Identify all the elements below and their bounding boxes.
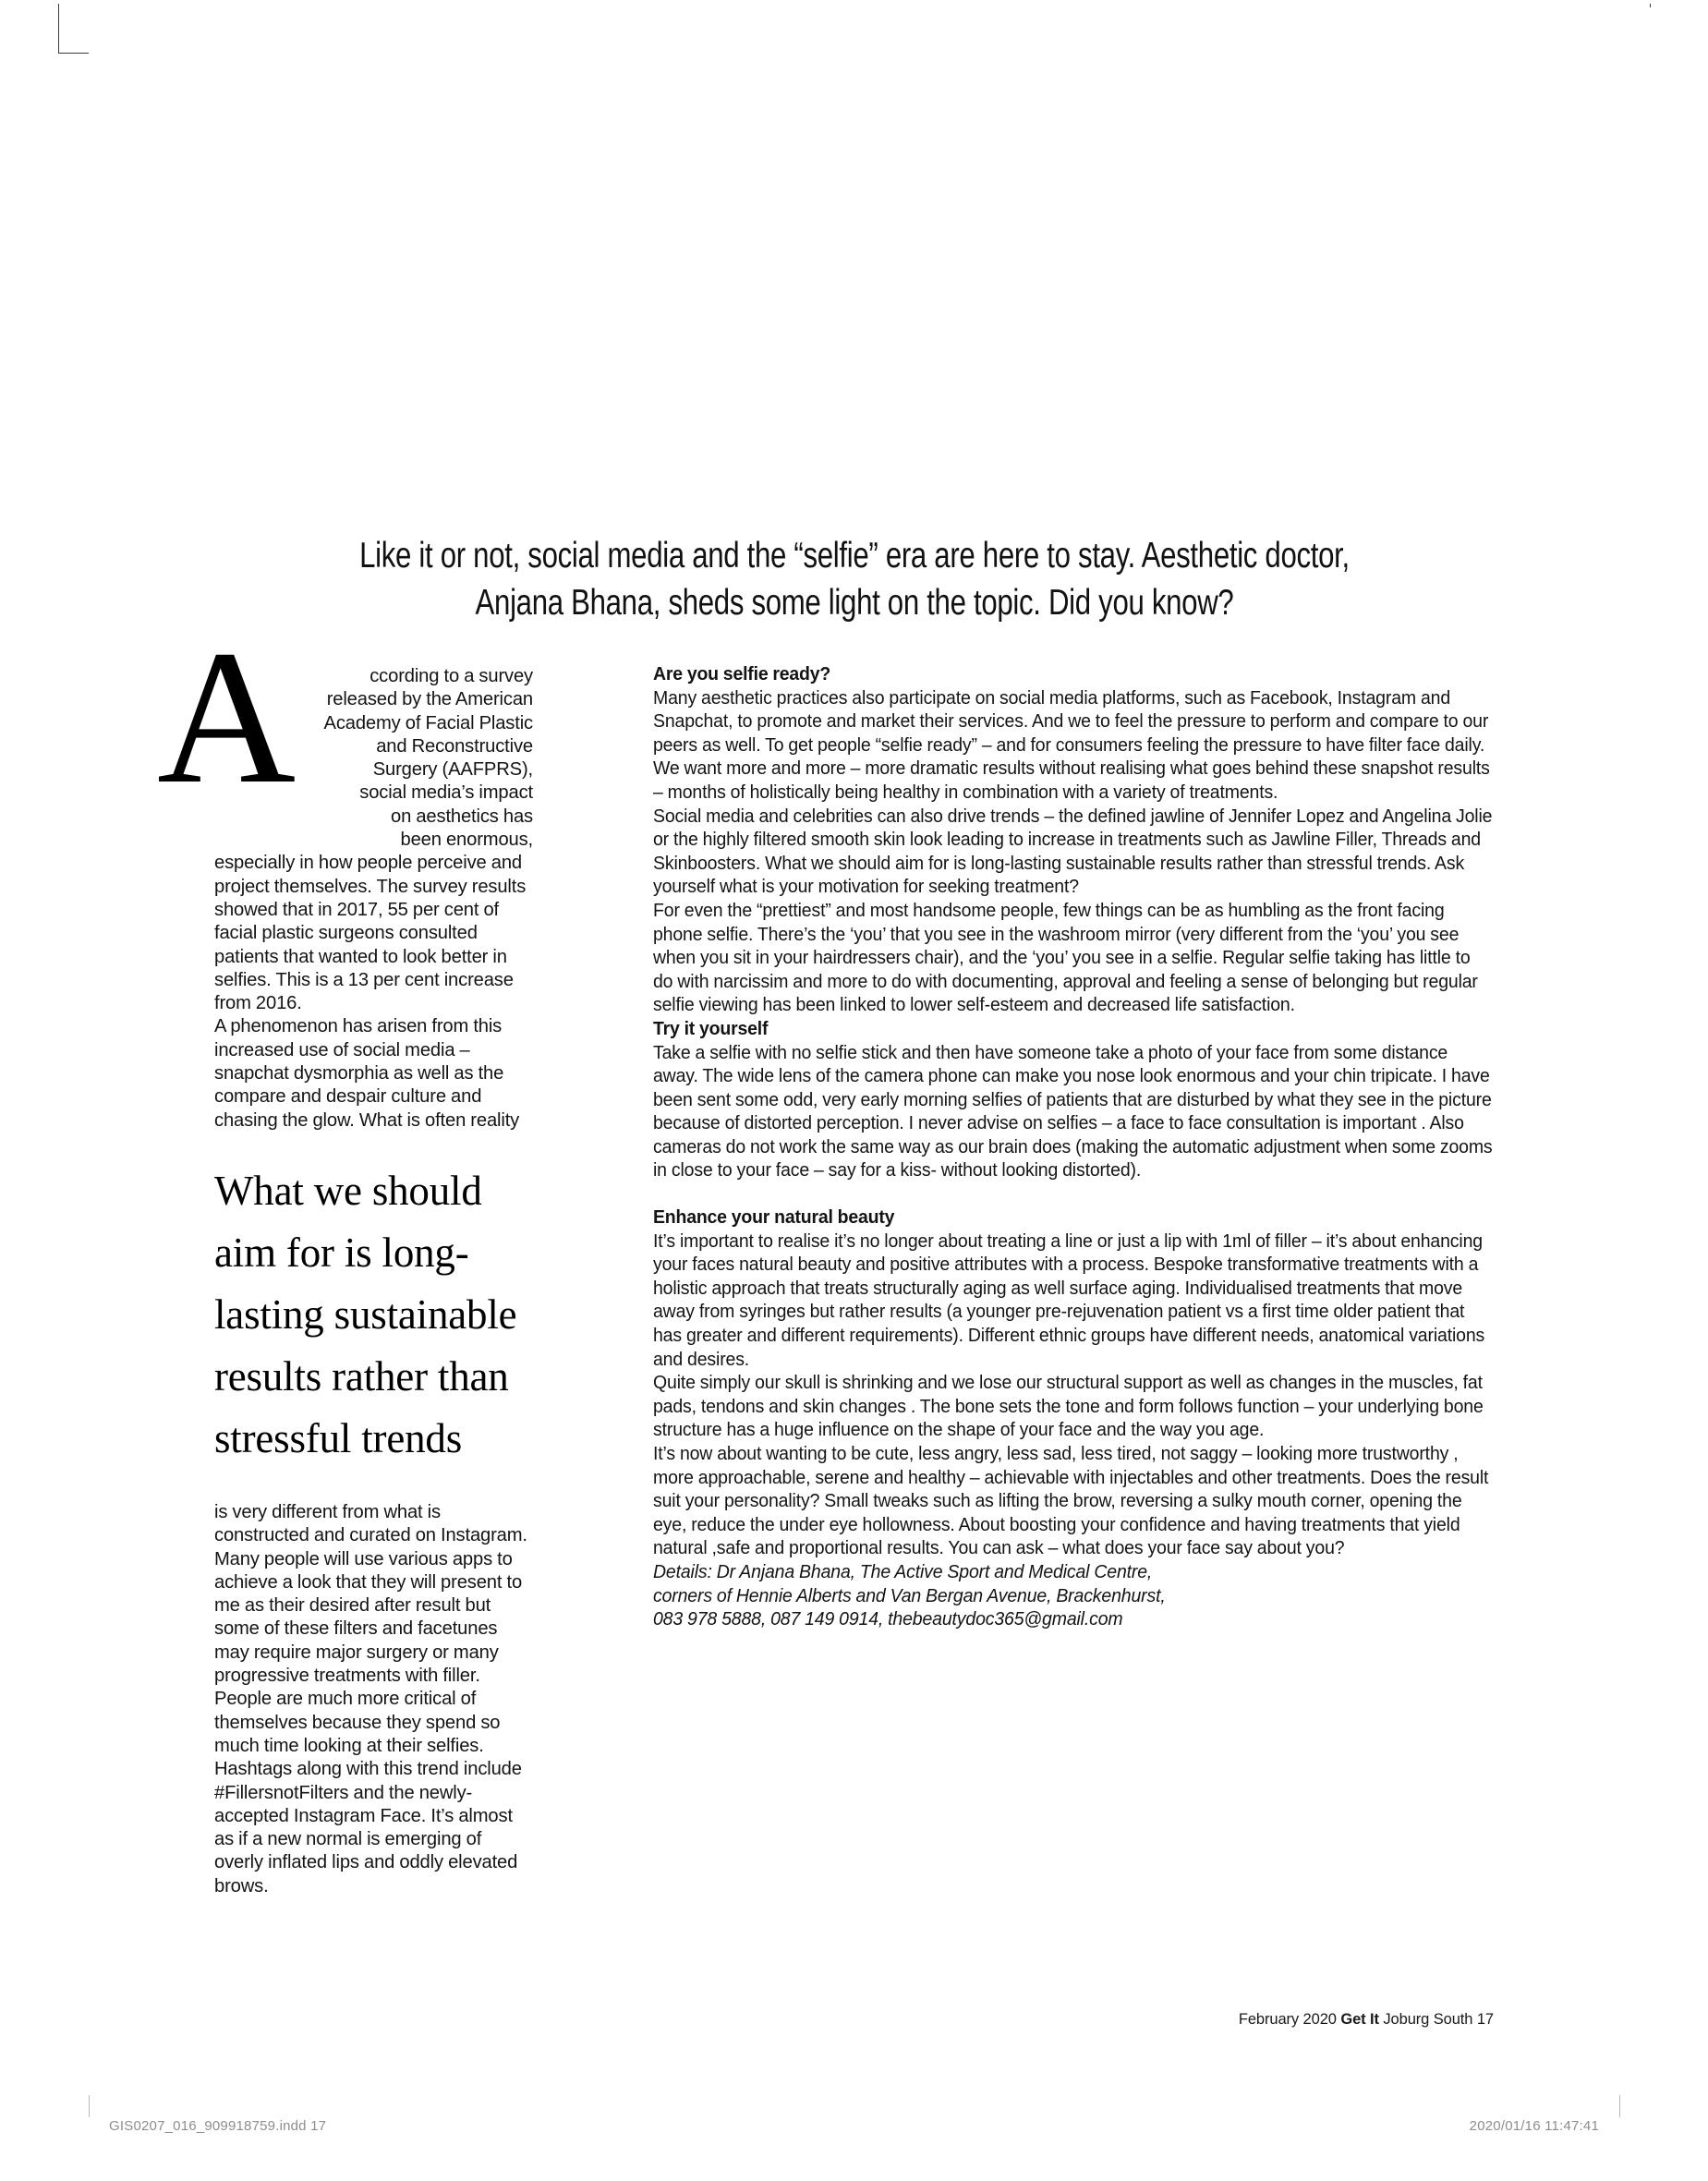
stair-line-1: ccording to a survey bbox=[369, 666, 533, 686]
article-deck bbox=[341, 532, 1368, 626]
left-column-body-continued bbox=[214, 1501, 533, 1898]
pull-quote-line-2: aim for is long- bbox=[214, 1229, 469, 1276]
stair-line-4: and Reconstructive bbox=[376, 735, 533, 757]
deck-line-1: Like it or not, social media and the “selfie” era are here to stay. Aesthetic doctor, bbox=[359, 536, 1350, 576]
details-line-2: corners of Hennie Alberts and Van Bergan Avenue, Brackenhurst, bbox=[653, 1585, 1166, 1606]
right-paragraph-6: Quite simply our skull is shrinking and we lose our structural support as well as changes in the muscles, fat pads, tendons and skin changes . The bone sets the tone and form follows function – your underlying bone structure has a huge influence on the shape of your face and the way you age. bbox=[653, 1373, 1484, 1441]
right-paragraph-7: It’s now about wanting to be cute, less angry, less sad, less tired, not saggy – looking more trustworthy , more approachable, serene and healthy – achievable with injectables and other treatments. Does the result suit your personality? Small tweaks such as lifting the brow, reversing a sulky mouth corner, opening the eye, reduce the under eye hollowness. About boosting your confidence and having treatments that yield natural ,safe and proportional results. You can ask – what does your face say about you? bbox=[653, 1444, 1489, 1559]
right-heading-enhance-your-natural-beauty: Enhance your natural beauty bbox=[653, 1207, 895, 1229]
left-paragraph-3: is very different from what is constructed and curated on Instagram. Many people will use various apps to achieve a look that they will present to me as their desired after result but some of these filters and facetunes may require major surgery or many progressive treatments with filler. People are much more critical of themselves because they spend so much time looking at their selfies. Hashtags along with this trend include #FillersnotFilters and the newly-accepted Instagram Face. It’s almost as if a new normal is emerging of overly inflated lips and oddly elevated brows. bbox=[214, 1501, 527, 1896]
pull-quote bbox=[214, 1160, 547, 1470]
folio-masthead: Get It bbox=[1340, 2011, 1379, 2028]
left-paragraph-2: A phenomenon has arisen from this increased use of social media – snapchat dysmorphia as well as the compare and despair culture and chasing the glow. What is often reality bbox=[214, 1016, 520, 1131]
pull-quote-line-4: results rather than bbox=[214, 1352, 509, 1399]
pull-quote-line-1: What we should bbox=[214, 1167, 482, 1214]
folio bbox=[1239, 2011, 1494, 2029]
drop-cap-letter: A bbox=[157, 611, 297, 823]
right-paragraph-3: For even the “prettiest” and most handsome people, few things can be as humbling as the front facing phone selfie. There’s the ‘you’ that you see in the washroom mirror (very different from the ‘you’ you see when you sit in your hairdressers chair), and the ‘you’ you see in a selfie. Regular selfie taking has little to do with narcissim and more to do with documenting, approval and feeling a sense of belonging but regular selfie viewing has been linked to lower self-esteem and decreased life satisfaction. bbox=[653, 900, 1478, 1016]
right-column bbox=[653, 663, 1494, 1632]
folio-issue-date: February 2020 bbox=[1238, 2011, 1341, 2028]
stair-line-5: Surgery (AAFPRS), bbox=[372, 759, 533, 781]
stair-line-3: Academy of Facial Plastic bbox=[323, 712, 533, 733]
slug-filename: GIS0207_016_909918759.indd 17 bbox=[109, 2118, 327, 2134]
right-heading-are-you-selfie-ready: Are you selfie ready? bbox=[653, 664, 831, 685]
pull-quote-line-5: stressful trends bbox=[214, 1414, 463, 1461]
stair-line-6: social media’s impact bbox=[359, 782, 533, 804]
slug-timestamp: 2020/01/16 11:47:41 bbox=[1469, 2118, 1599, 2134]
right-paragraph-5: It’s important to realise it’s no longer about treating a line or just a lip with 1ml of filler – it’s about enhancing your faces natural beauty and positive attributes with a process. Bespoke transformative treatments with a holistic approach that treats structurally aging as well surface aging. Individualised treatments that move away from syringes but rather results (a younger pre-rejuvenation patient vs a first time older patient that has greater and different requirements). Different ethnic groups have different needs, anatomical variations and desires. bbox=[653, 1230, 1485, 1370]
left-column-body bbox=[157, 611, 533, 1133]
deck-line-2: Anjana Bhana, sheds some light on the topic. Did you know? bbox=[475, 583, 1234, 623]
right-column-body bbox=[653, 663, 1494, 1632]
right-paragraph-2: Social media and celebrities can also drive trends – the defined jawline of Jennifer Lopez and Angelina Jolie or the highly filtered smooth skin look leading to increase in treatments such as Jawline Filler, Threads and Skinboosters. What we should aim for is long-lasting sustainable results rather than stressful trends. Ask yourself what is your motivation for seeking treatment? bbox=[653, 806, 1493, 898]
details-line-1: Details: Dr Anjana Bhana, The Active Sport and Medical Centre, bbox=[653, 1561, 1153, 1582]
right-paragraph-4: Take a selfie with no selfie stick and then have someone take a photo of your face from some distance away. The wide lens of the camera phone can make you nose look enormous and your chin tripicate. I have been sent some odd, very early morning selfies of patients that are disturbed by what they see in the picture because of distorted perception. I never advise on selfies – a face to face consultation is important . Also cameras do not work the same way as our brain does (making the automatic adjustment when some zooms in close to your face – say for a kiss- without looking distorted). bbox=[653, 1042, 1493, 1181]
stair-line-2: released by the American bbox=[326, 689, 533, 710]
stair-line-8: been enormous, bbox=[400, 830, 533, 851]
details-contact-line-3: 083 978 5888, 087 149 0914, thebeautydoc365@gmail.com bbox=[653, 1609, 1123, 1630]
crop-mark-top-left-vertical bbox=[58, 4, 59, 54]
stair-line-7: on aesthetics has bbox=[391, 806, 533, 827]
left-paragraph-1: especially in how people perceive and project themselves. The survey results showed that in 2017, 55 per cent of facial plastic surgeons consulted patients that wanted to look better in selfies. This is a 13 per cent increase from 2016. bbox=[214, 853, 527, 1014]
pull-quote-line-3: lasting sustainable bbox=[214, 1290, 517, 1338]
folio-edition-and-page: Joburg South 17 bbox=[1378, 2011, 1494, 2028]
left-column bbox=[157, 611, 533, 1898]
right-heading-try-it-yourself: Try it yourself bbox=[653, 1018, 769, 1039]
dropcap-paragraph bbox=[157, 611, 533, 852]
right-paragraph-1: Many aesthetic practices also participate on social media platforms, such as Facebook, Instagram and Snapchat, to promote and market their services. And we to feel the pressure to perform and compare to our peers as well. To get people “selfie ready” – and for consumers feeling the pressure to have filter face daily. We want more and more – more dramatic results without realising what goes behind these snapshot results – months of holistically being healthy in combination with a variety of treatments. bbox=[653, 687, 1490, 803]
